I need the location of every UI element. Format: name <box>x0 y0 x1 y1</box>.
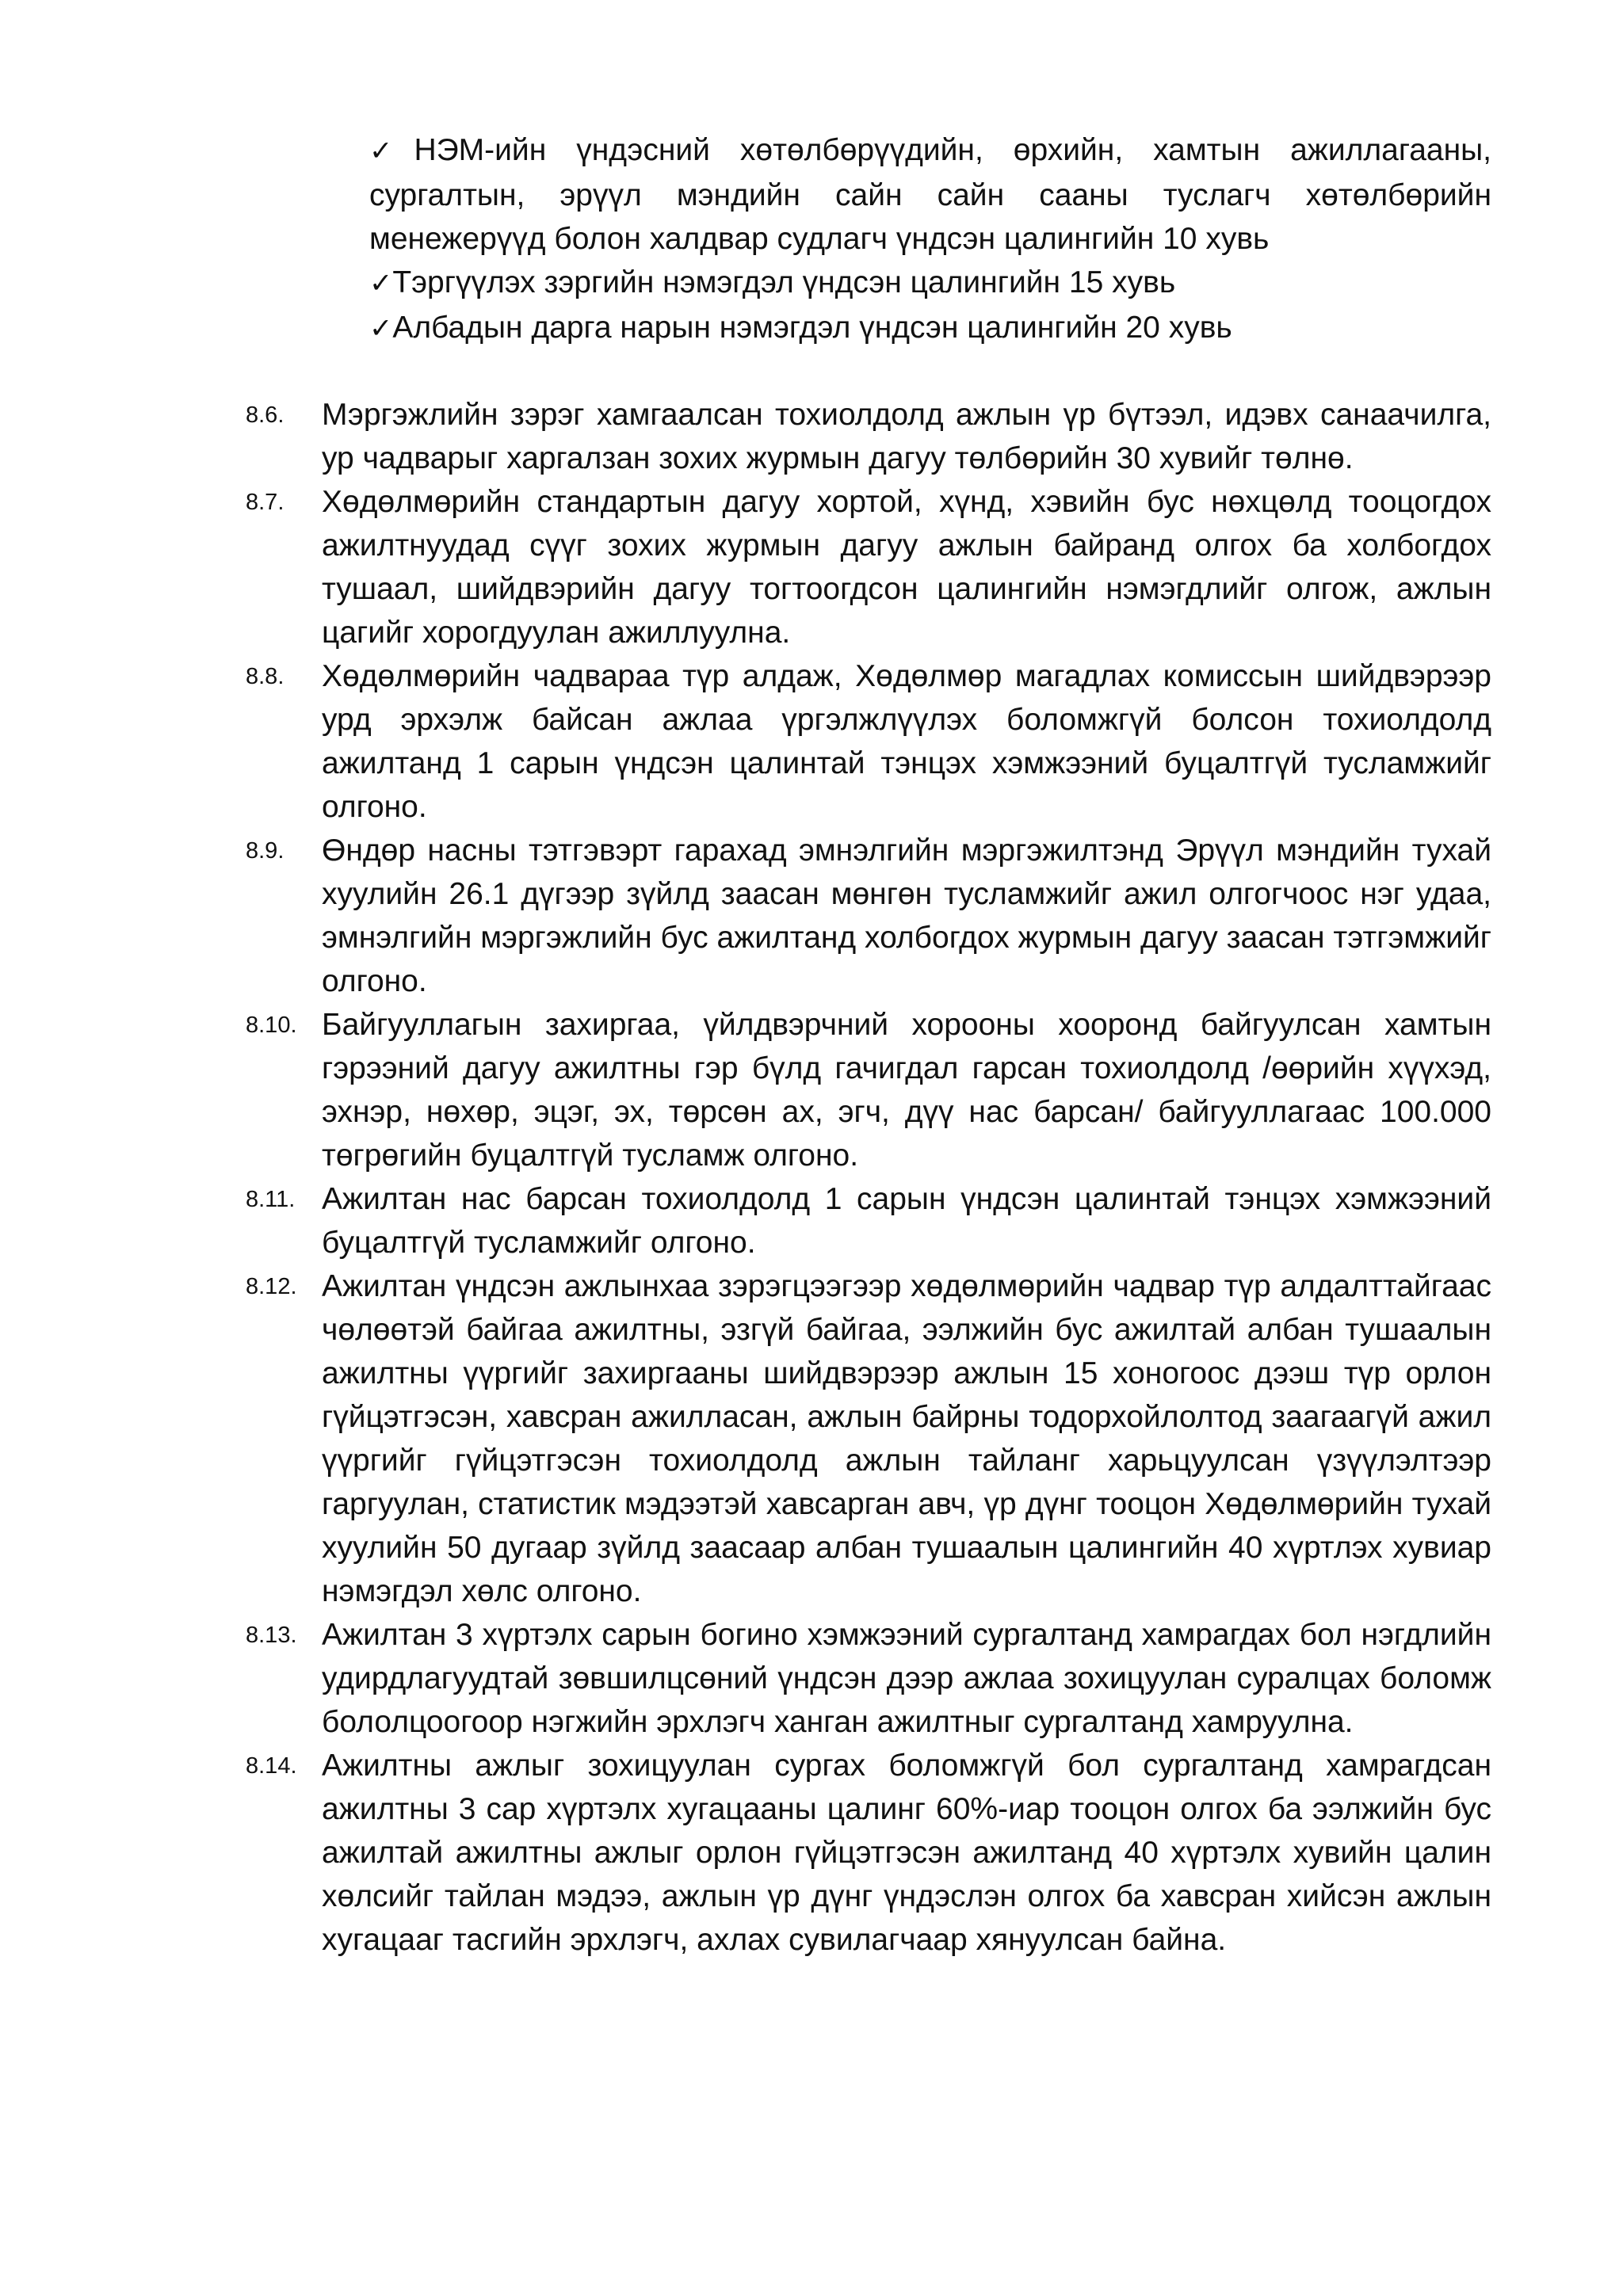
checklist <box>369 128 1491 351</box>
item-number: 8.13. <box>246 1623 297 1648</box>
list-item-8-8 <box>0 654 1623 829</box>
checklist-item <box>369 128 1491 261</box>
list-item-8-6 <box>0 393 1623 480</box>
item-number: 8.14. <box>246 1753 297 1779</box>
list-item-8-9 <box>0 829 1623 1003</box>
item-text: Ажилтан 3 хүртэлх сарын богино хэмжээний сургалтанд хамрагдах бол нэгдлийн удирдлагуудтай зөвшилцсөний үндсэн дээр ажлаа зохицуулан суралцах боломж бололцоогоор нэгжийн эрхлэгч ханган ажилтныг сургалтанд хамруулна. <box>322 1618 1491 1739</box>
item-text: Өндөр насны тэтгэвэрт гарахад эмнэлгийн мэргэжилтэнд Эрүүл мэндийн тухай хуулийн 26.1 дүгээр зүйлд заасан мөнгөн тусламжийг ажил олгогчоос нэг удаа, эмнэлгийн мэргэжлийн бус ажилтанд холбогдох журмын дагуу заасан тэтгэмжийг олгоно. <box>322 833 1491 998</box>
item-number: 8.12. <box>246 1274 297 1299</box>
numbered-list <box>0 393 1623 1962</box>
list-item-8-13 <box>0 1613 1623 1744</box>
checklist-item-text: НЭМ-ийн үндэсний хөтөлбөрүүдийн, өрхийн, хамтын ажиллагааны, сургалтын, эрүүл мэндийн сайн сайн сааны туслагч хөтөлбөрийн менежерүүд болон халдвар судлагч үндсэн цалингийн 10 хувь <box>369 133 1491 256</box>
item-text: Хөдөлмөрийн чадвараа түр алдаж, Хөдөлмөр магадлах комиссын шийдвэрээр урд эрхэлж байсан ажлаа үргэлжлүүлэх боломжгүй болсон тохиолдолд ажилтанд 1 сарын үндсэн цалинтай тэнцэх хэмжээний буцалтгүй тусламжийг олгоно. <box>322 659 1491 824</box>
item-text: Хөдөлмөрийн стандартын дагуу хортой, хүнд, хэвийн бус нөхцөлд тооцогдох ажилтнуудад сүүг зохих журмын дагуу ажлын байранд олгох ба холбогдох тушаал, шийдвэрийн дагуу тогтоогдсон цалингийн нэмэгдлийг олгож, ажлын цагийг хорогдуулан ажиллуулна. <box>322 485 1491 650</box>
list-item-8-7 <box>0 480 1623 654</box>
list-item-8-11 <box>0 1177 1623 1264</box>
item-text: Ажилтан нас барсан тохиолдолд 1 сарын үндсэн цалинтай тэнцэх хэмжээний буцалтгүй тусламжийг олгоно. <box>322 1182 1491 1260</box>
list-item-8-12 <box>0 1264 1623 1613</box>
item-text: Ажилтан үндсэн ажлынхаа зэрэгцээгээр хөдөлмөрийн чадвар түр алдалттайгаас чөлөөтэй байгаа ажилтны, эзгүй байгаа, ээлжийн бус ажилтай албан тушаалын ажилтны үүргийг захиргааны шийдвэрээр ажлын 15 хоногоос дээш түр орлон гүйцэтгэсэн, хавсран ажилласан, ажлын байрны тодорхойлолтод заагаагүй ажил үүргийг гүйцэтгэсэн тохиолдолд ажлын тайланг харьцуулсан үзүүлэлтээр гаргуулан, статистик мэдээтэй хавсарган авч, үр дүнг тооцон Хөдөлмөрийн тухай хуулийн 50 дугаар зүйлд заасаар албан тушаалын цалингийн 40 хүртлэх хувиар нэмэгдэл хөлс олгоно. <box>322 1269 1491 1608</box>
item-number: 8.10. <box>246 1013 297 1038</box>
item-number: 8.7. <box>246 490 285 515</box>
checklist-item <box>369 261 1491 306</box>
item-text: Байгууллагын захиргаа, үйлдвэрчний хорооны хооронд байгуулсан хамтын гэрээний дагуу ажилтны гэр бүлд гачигдал гарсан тохиолдолд /өөрийн хүүхэд, эхнэр, нөхөр, эцэг, эх, төрсөн ах, эгч, дүү нас барсан/ байгууллагаас 100.000 төгрөгийн буцалтгүй тусламж олгоно. <box>322 1008 1491 1173</box>
check-icon: ✓ <box>369 313 393 345</box>
list-item-8-10 <box>0 1003 1623 1177</box>
item-text: Ажилтны ажлыг зохицуулан сургах боломжгүй бол сургалтанд хамрагдсан ажилтны 3 сар хүртэлх хугацааны цалинг 60%-иар тооцон олгох ба ээлжийн бус ажилтай ажилтны ажлыг орлон гүйцэтгэсэн ажилтанд 40 хүртэлх хувийн цалин хөлсийг тайлан мэдээ, ажлын үр дүнг үндэслэн олгох ба хавсран хийсэн ажлын хугацааг тасгийн эрхлэгч, ахлах сувилагчаар хянуулсан байна. <box>322 1749 1491 1957</box>
item-text: Мэргэжлийн зэрэг хамгаалсан тохиолдолд ажлын үр бүтээл, идэвх санаачилга, ур чадварыг харгалзан зохих журмын дагуу төлбөрийн 30 хувийг төлнө. <box>322 398 1491 475</box>
checklist-item <box>369 306 1491 351</box>
item-number: 8.8. <box>246 664 285 689</box>
item-number: 8.9. <box>246 838 285 864</box>
check-icon: ✓ <box>369 135 414 167</box>
list-item-8-14 <box>0 1744 1623 1962</box>
item-number: 8.11. <box>246 1187 296 1212</box>
check-icon: ✓ <box>369 268 393 299</box>
checklist-item-text: Албадын дарга нарын нэмэгдэл үндсэн цалингийн 20 хувь <box>392 311 1232 345</box>
item-number: 8.6. <box>246 402 285 428</box>
checklist-item-text: Тэргүүлэх зэргийн нэмэгдэл үндсэн цалингийн 15 хувь <box>392 265 1176 299</box>
